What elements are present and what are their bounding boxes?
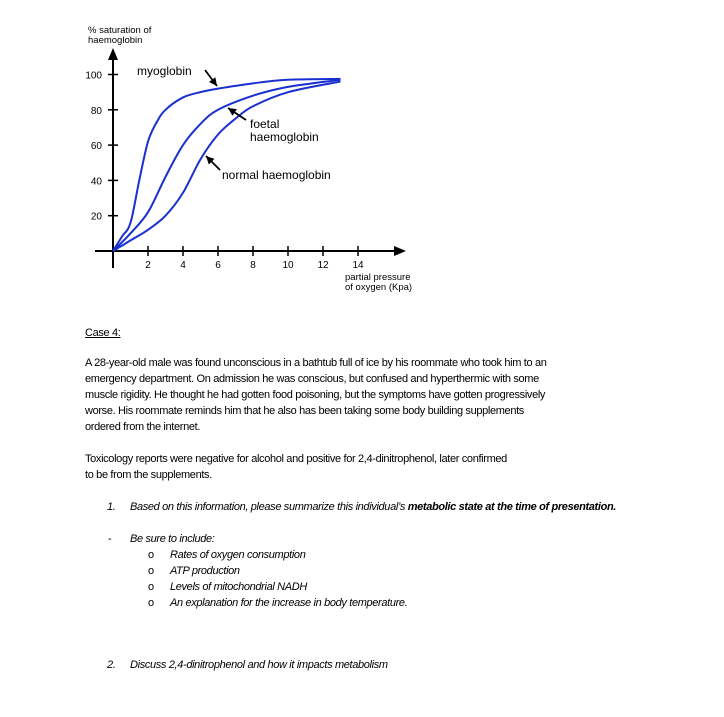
bullet-icon: o: [148, 565, 154, 577]
bullet-text: Levels of mitochondrial NADH: [170, 581, 307, 593]
question-1: [130, 499, 616, 515]
y-tick-label: 80: [90, 105, 102, 117]
curves: [113, 79, 341, 251]
bullet-list: [148, 547, 407, 611]
bullet-item: [148, 579, 407, 595]
y-axis-arrow-icon: [108, 48, 118, 60]
x-tick-label: 10: [282, 260, 294, 271]
label-foetal-2: haemoglobin: [250, 130, 319, 144]
question-1-number: 1.: [107, 501, 116, 513]
paragraph-line: emergency department. On admission he was conscious, but confused and hyperthermic with some: [85, 373, 539, 385]
annotations: [137, 64, 331, 182]
question-1-text: Based on this information, please summarize this individual’s: [130, 501, 408, 513]
bullet-text: Rates of oxygen consumption: [170, 549, 306, 561]
label-normal: normal haemoglobin: [222, 168, 331, 182]
paragraph-line: to be from the supplements.: [85, 469, 212, 481]
x-tick-label: 6: [215, 260, 221, 271]
y-tick-label: 40: [90, 176, 102, 188]
toxicology-paragraph: [85, 451, 507, 483]
x-tick-label: 8: [250, 260, 256, 271]
bullet-icon: o: [148, 549, 154, 561]
question-2-number: 2.: [107, 659, 116, 671]
x-tick-label: 12: [317, 260, 329, 271]
case-paragraph: [85, 355, 547, 435]
bullet-item: [148, 547, 407, 563]
label-foetal: foetal: [250, 117, 280, 131]
axes: [85, 25, 412, 293]
paragraph-line: A 28-year-old male was found unconscious in a bathtub full of ice by his roommate who took him to an: [85, 357, 547, 369]
y-axis-title: % saturation of: [88, 25, 152, 36]
paragraph-line: Toxicology reports were negative for alcohol and positive for 2,4-dinitrophenol, later confirmed: [85, 453, 507, 465]
y-tick-label: 20: [90, 211, 102, 223]
bullet-icon: o: [148, 597, 154, 609]
x-axis-title: partial pressure: [345, 272, 411, 283]
bullet-text: An explanation for the increase in body temperature.: [170, 597, 408, 609]
question-1-bold: metabolic state at the time of presentation.: [407, 501, 617, 513]
y-axis-title: haemoglobin: [88, 35, 143, 46]
series-normal-haemoglobin: [113, 82, 341, 251]
x-tick-label: 14: [352, 260, 364, 271]
arrow-foetal-head-icon: [228, 108, 237, 116]
oxygen-dissociation-chart: [0, 0, 724, 300]
bullet-text: ATP production: [170, 565, 240, 577]
case-title: Case 4:: [85, 327, 121, 339]
y-tick-label: 100: [85, 70, 102, 82]
y-tick-label: 60: [90, 141, 102, 153]
x-tick-label: 2: [145, 260, 151, 271]
x-axis-title: of oxygen (Kpa): [345, 282, 413, 293]
bullet-item: [148, 595, 407, 611]
paragraph-line: ordered from the internet.: [85, 421, 201, 433]
include-label: Be sure to include:: [130, 533, 215, 545]
label-myoglobin: myoglobin: [137, 64, 192, 78]
paragraph-line: worse. His roommate reminds him that he also has been taking some body building supplements: [85, 405, 524, 417]
x-tick-label: 4: [180, 260, 186, 271]
question-2-text: Discuss 2,4-dinitrophenol and how it impacts metabolism: [130, 659, 388, 671]
dash-marker: -: [108, 533, 112, 545]
x-axis-arrow-icon: [394, 246, 406, 256]
arrow-myoglobin-head-icon: [209, 77, 217, 86]
bullet-item: [148, 563, 407, 579]
bullet-icon: o: [148, 581, 154, 593]
paragraph-line: muscle rigidity. He thought he had gotten food poisoning, but the symptoms have gotten progressively: [85, 389, 546, 401]
series-foetal-haemoglobin: [113, 80, 341, 251]
